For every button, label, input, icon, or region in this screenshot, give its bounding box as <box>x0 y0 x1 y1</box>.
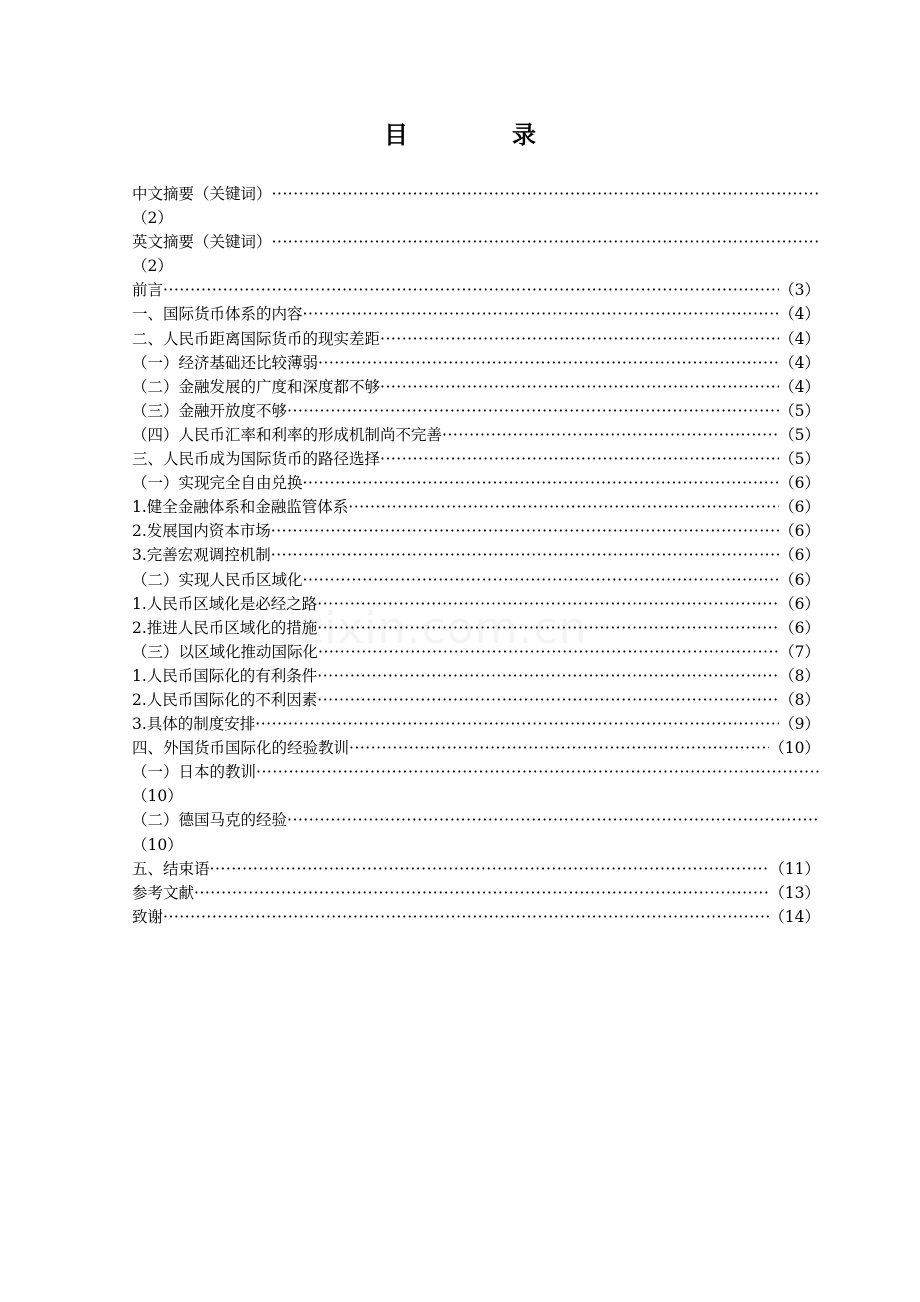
toc-entry-title: 1.健全金融体系和金融监管体系 <box>132 498 349 517</box>
toc-dot-leader <box>348 495 779 519</box>
toc-page-number: （4） <box>779 377 820 396</box>
toc-page-number: （2） <box>132 257 173 276</box>
toc-entry-title: （二）金融发展的广度和深度都不够 <box>132 377 381 396</box>
toc-dot-leader <box>380 447 779 471</box>
toc-entry-title: 中文摘要（关键词） <box>132 185 272 203</box>
toc-page-number: （9） <box>779 715 820 734</box>
toc-entry-title: 英文摘要（关键词） <box>132 233 272 252</box>
toc-entry-title: 三、人民币成为国际货币的路径选择 <box>132 450 381 469</box>
toc-entry-title: 1.人民币区域化是必经之路 <box>132 594 318 613</box>
toc-page-number: （6） <box>779 522 820 541</box>
toc-dot-leader <box>271 543 779 567</box>
toc-entry-title: 3.具体的制度安排 <box>132 715 256 734</box>
toc-entry[interactable] <box>132 543 820 567</box>
toc-entry[interactable] <box>132 568 820 592</box>
toc-entry-title: （一）实现完全自由兑换 <box>132 474 303 493</box>
toc-dot-leader <box>163 905 769 929</box>
toc-page-number: （11） <box>769 859 820 878</box>
toc-entry-title: （一）经济基础还比较薄弱 <box>132 353 319 372</box>
toc-entry[interactable] <box>132 375 820 399</box>
toc-dot-leader <box>194 881 769 905</box>
toc-entry-title: 五、结束语 <box>132 859 210 878</box>
toc-dot-leader <box>318 351 779 375</box>
toc-page-number: （6） <box>779 594 820 613</box>
toc-dot-leader <box>442 423 779 447</box>
toc-entry-title: （一）日本的教训 <box>132 763 257 782</box>
toc-entry-title: （二）德国马克的经验 <box>132 811 288 830</box>
toc-entry[interactable] <box>132 399 820 423</box>
toc-entry[interactable] <box>132 278 820 302</box>
toc-entry[interactable] <box>132 736 820 760</box>
toc-page-number: （6） <box>779 546 820 565</box>
toc-page-number: （10） <box>132 787 183 806</box>
toc-dot-leader <box>272 182 820 206</box>
toc-entry[interactable] <box>132 616 820 640</box>
toc-page-number: （4） <box>779 305 820 324</box>
toc-title: 目 录 <box>384 120 576 149</box>
toc-dot-leader <box>349 736 769 760</box>
toc-page-number: （10） <box>769 739 820 758</box>
toc-page-number: （6） <box>779 474 820 493</box>
toc-dot-leader <box>287 808 820 832</box>
toc-entry-title: 四、外国货币国际化的经验教训 <box>132 739 350 758</box>
toc-dot-leader <box>303 568 780 592</box>
toc-page-number: （6） <box>779 498 820 517</box>
toc-dot-leader <box>317 592 779 616</box>
toc-dot-leader <box>271 519 779 543</box>
toc-entry[interactable] <box>132 447 820 471</box>
toc-page-number: （13） <box>769 883 820 902</box>
toc-dot-leader <box>380 375 779 399</box>
toc-dot-leader <box>318 640 779 664</box>
table-of-contents <box>132 182 820 929</box>
toc-entry-title: （三）以区域化推动国际化 <box>132 642 319 661</box>
toc-page-number: （4） <box>779 329 820 348</box>
toc-entry[interactable] <box>132 712 820 736</box>
toc-entry-title: 前言 <box>132 281 164 300</box>
toc-page-number: （14） <box>769 907 820 926</box>
toc-page-number: （10） <box>132 835 183 854</box>
toc-page-number: （6） <box>779 618 820 637</box>
toc-page-number: （2） <box>132 209 173 228</box>
toc-page-number: （5） <box>779 401 820 420</box>
toc-entry-title: 一、国际货币体系的内容 <box>132 305 303 324</box>
toc-entry[interactable] <box>132 640 820 664</box>
toc-entry[interactable] <box>132 760 820 784</box>
toc-entry-title: 二、人民币距离国际货币的现实差距 <box>132 329 381 348</box>
toc-dot-leader <box>317 616 779 640</box>
toc-entry-title: 参考文献 <box>132 883 195 902</box>
toc-entry-title: 2.推进人民币区域化的措施 <box>132 618 318 637</box>
toc-entry[interactable] <box>132 688 820 712</box>
toc-entry[interactable] <box>132 519 820 543</box>
toc-entry[interactable] <box>132 423 820 447</box>
toc-page-number: （5） <box>779 450 820 469</box>
toc-page-number: （8） <box>779 666 820 685</box>
toc-dot-leader <box>303 302 780 326</box>
toc-dot-leader <box>287 399 779 423</box>
toc-entry-title: （四）人民币汇率和利率的形成机制尚不完善 <box>132 425 443 444</box>
toc-page-number: （8） <box>779 690 820 709</box>
toc-dot-leader <box>317 664 779 688</box>
watermark: zixin.com.cn <box>300 603 588 654</box>
toc-entry[interactable] <box>132 495 820 519</box>
toc-dot-leader <box>272 230 820 254</box>
toc-page-number: （4） <box>779 353 820 372</box>
toc-entry[interactable] <box>132 471 820 495</box>
toc-dot-leader <box>380 327 779 351</box>
toc-page-number: （3） <box>779 281 820 300</box>
toc-entry[interactable] <box>132 881 820 905</box>
toc-entry[interactable] <box>132 905 820 929</box>
toc-dot-leader <box>303 471 780 495</box>
toc-page-number: （5） <box>779 425 820 444</box>
toc-entry[interactable] <box>132 302 820 326</box>
toc-dot-leader <box>317 688 779 712</box>
toc-dot-leader <box>255 712 779 736</box>
toc-entry[interactable] <box>132 230 820 254</box>
toc-entry-title: （二）实现人民币区域化 <box>132 570 303 589</box>
toc-entry[interactable] <box>132 592 820 616</box>
toc-entry-title: 2.人民币国际化的不利因素 <box>132 690 318 709</box>
toc-entry[interactable] <box>132 857 820 881</box>
toc-page-number: （7） <box>779 642 820 661</box>
toc-entry-title: 1.人民币国际化的有利条件 <box>132 666 318 685</box>
toc-entry-title: 3.完善宏观调控机制 <box>132 546 271 565</box>
toc-dot-leader <box>163 278 779 302</box>
toc-entry-title: （三）金融开放度不够 <box>132 401 288 420</box>
toc-entry[interactable] <box>132 664 820 688</box>
toc-entry[interactable] <box>132 327 820 351</box>
toc-page-number: （6） <box>779 570 820 589</box>
toc-entry[interactable] <box>132 182 820 206</box>
toc-entry[interactable] <box>132 808 820 832</box>
toc-entry-title: 2.发展国内资本市场 <box>132 522 271 541</box>
toc-dot-leader <box>256 760 820 784</box>
toc-entry-title: 致谢 <box>132 907 164 926</box>
toc-entry[interactable] <box>132 351 820 375</box>
toc-dot-leader <box>210 857 770 881</box>
